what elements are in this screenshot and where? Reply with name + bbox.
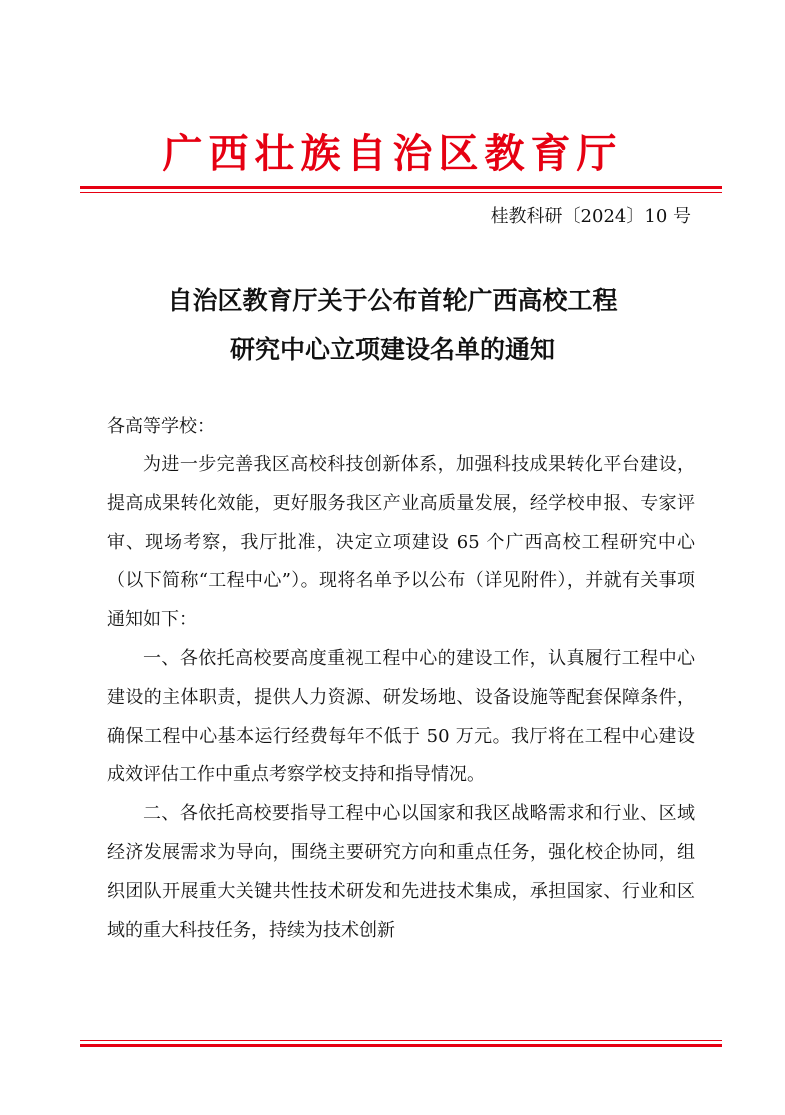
paragraph-item-1: 一、各依托高校要高度重视工程中心的建设工作，认真履行工程中心建设的主体职责，提供人力资源、研发场地、设备设施等配套保障条件，确保工程中心基本运行经费每年不低于 50 万元。我厅将在工程中心建设成效评估工作中重点考察学校支持和指导情况。 (107, 647, 695, 786)
header-rule-thick (80, 186, 722, 189)
notice-title-line-1: 自治区教育厅关于公布首轮广西高校工程 (167, 286, 618, 315)
document-number: 桂教科研〔2024〕10 号 (490, 206, 691, 227)
notice-title-line-2: 研究中心立项建设名单的通知 (229, 335, 555, 364)
header-rule-thin (80, 192, 722, 193)
agency-name: 广西壮族自治区教育厅 (162, 130, 623, 177)
footer-rule-thin (80, 1040, 722, 1041)
body-text (107, 446, 695, 950)
paragraph-item-2: 二、各依托高校要指导工程中心以国家和我区战略需求和行业、区域经济发展需求为导向，围绕主要研究方向和重点任务，强化校企协同，组织团队开展重大关键共性技术研发和先进技术集成，承担国家、行业和区域的重大科技任务，持续为技术创新 (107, 803, 695, 941)
salutation: 各高等学校： (107, 416, 215, 437)
paragraph-intro: 为进一步完善我区高校科技创新体系，加强科技成果转化平台建设，提高成果转化效能，更好服务我区产业高质量发展，经学校申报、专家评审、现场考察，我厅批准，决定立项建设 65 个广西高校工程研究中心（以下简称“工程中心”）。现将名单予以公布（详见附件），并就有关事项通知如下： (107, 454, 695, 631)
footer-rule-thick (80, 1044, 722, 1047)
